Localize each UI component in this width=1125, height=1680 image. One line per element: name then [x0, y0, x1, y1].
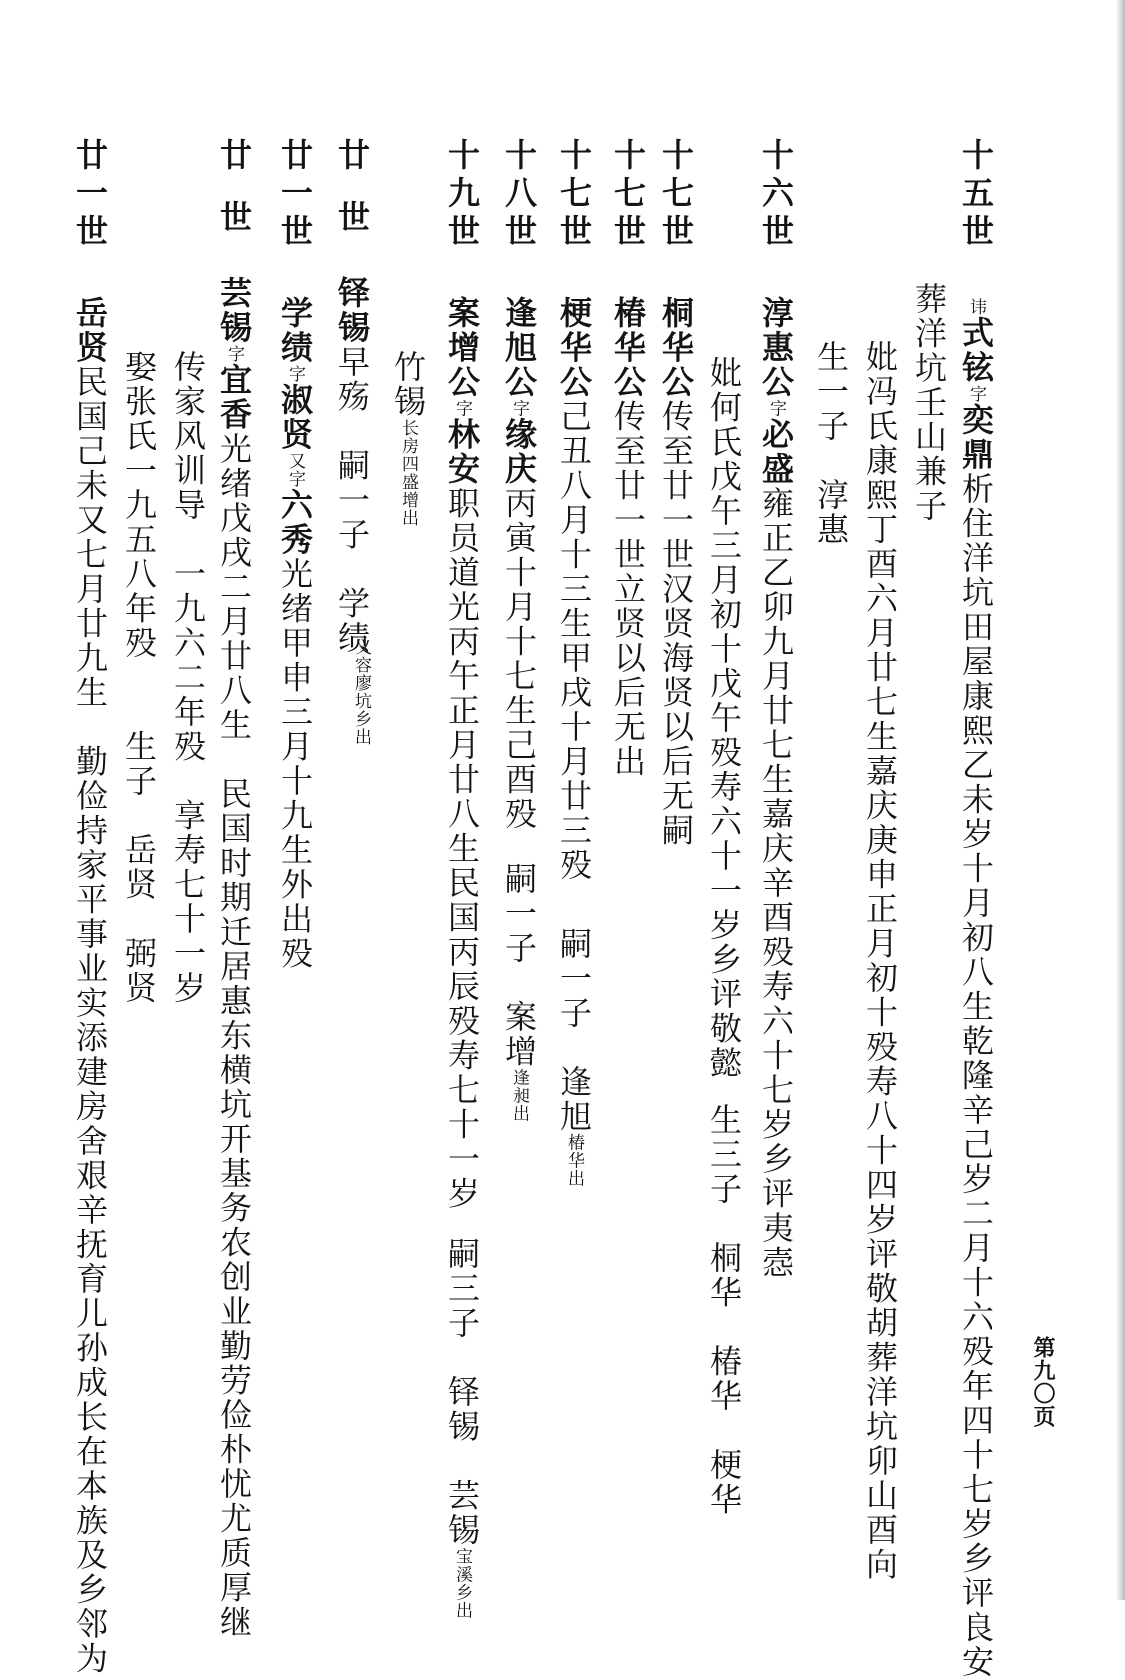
entry-text-children: 生三子 桐华 椿华 梗华 — [705, 1102, 743, 1517]
origin-note: 椿华出 — [564, 1133, 584, 1188]
person-name: 式铉 — [957, 316, 995, 385]
entry-gen15-line3: 妣冯氏康熙丁酉六月廿七生嘉庆庚申正月初十殁寿八十四岁评敬胡葬洋坑卯山酉向 — [861, 340, 899, 1582]
generation-label: 十七世 — [555, 138, 593, 252]
entry-gen19-anzeng — [443, 138, 481, 1620]
person-name: 梗华公 — [555, 296, 593, 400]
courtesy-name: 奕鼎 — [957, 403, 995, 472]
generation-label: 廿一世 — [71, 138, 109, 252]
yunxi-line2: 传家风训导 一九六二年殁 享寿七十一岁 — [169, 350, 207, 1006]
courtesy-marker: 字 — [766, 399, 786, 418]
entry-gen15-line2: 葬洋坑壬山兼子 — [910, 282, 948, 524]
entry-text: 早殇 嗣一子 学绩 — [333, 345, 371, 656]
generation-label: 十六世 — [757, 138, 795, 252]
entry-text: 传至廿一世立贤以后无出 — [609, 399, 647, 779]
entry-gen16-line1 — [757, 138, 795, 1280]
origin-note: 长房四盛增出 — [398, 419, 418, 527]
generation-label: 廿世 — [333, 138, 371, 262]
person-name: 铎锡 — [333, 276, 371, 345]
person-name: 淳惠公 — [757, 296, 795, 400]
entry-gen15-line4: 生一子 淳惠 — [812, 340, 850, 547]
origin-note: 逢昶出 — [509, 1068, 529, 1123]
taboo-name-marker: 讳 — [966, 298, 986, 316]
entry-text: 己丑八月十三生甲戌十月廿三殁 — [555, 399, 593, 883]
entry-zhuxi — [389, 350, 427, 527]
person-name: 学绩 — [276, 296, 314, 365]
entry-text: 职员道光丙午正月廿八生民国丙辰殁寿七十一岁 — [443, 486, 481, 1211]
courtesy-marker: 字 — [285, 365, 305, 383]
entry-text: 雍正乙卯九月廿七生嘉庆辛酉殁寿六十七岁乡评夷悫 — [757, 486, 795, 1280]
entry-gen21-yuexian — [71, 138, 109, 1676]
person-name: 案增公 — [443, 296, 481, 400]
person-name: 芸锡 — [215, 276, 253, 345]
entry-gen17-genghua — [555, 138, 593, 1188]
entry-gen17-tonghua — [657, 138, 695, 848]
person-name: 竹锡 — [389, 350, 427, 419]
entry-gen20-duoxi — [333, 138, 371, 656]
generation-label: 十八世 — [500, 138, 538, 252]
generation-label: 十七世 — [609, 138, 647, 252]
courtesy-name: 宜香 — [215, 363, 253, 432]
entry-gen16-line2 — [705, 356, 743, 1517]
entry-text: 传至廿一世汉贤海贤以后无嗣 — [657, 399, 695, 848]
page-edge-shadow — [1116, 0, 1125, 1600]
page-number: 第九〇页 — [1030, 1336, 1056, 1428]
entry-text: 析住洋坑田屋康熙乙未岁十月初八生乾隆辛己岁二月十六殁年四十七岁乡评良安 — [957, 472, 995, 1680]
person-name: 岳贤 — [71, 296, 109, 365]
entry-text-heir: 嗣一子 逢旭 — [555, 926, 593, 1134]
person-name: 桐华公 — [657, 296, 695, 400]
courtesy-marker: 字 — [452, 399, 472, 418]
duoxi-origin-note: 义容廖坑乡出 — [351, 638, 371, 746]
entry-text: 光绪甲申三月十九生外出殁 — [276, 557, 314, 971]
yunxi-line3: 娶张氏一九五八年殁 生子 岳贤 弼贤 — [120, 350, 158, 1006]
entry-text-heir: 嗣一子 案增 — [500, 861, 538, 1069]
courtesy-name: 林安 — [443, 417, 481, 487]
generation-label: 廿一世 — [276, 138, 314, 252]
entry-gen17-chunhua — [609, 138, 647, 779]
generation-label: 十九世 — [443, 138, 481, 252]
generation-label: 廿世 — [215, 138, 253, 262]
entry-text: 民国己未又七月廿九生 勤俭持家平事业实添建房舍艰辛抚育儿孙成长在本族及乡邻为 — [71, 365, 109, 1676]
courtesy-marker: 字 — [224, 345, 244, 363]
courtesy-name: 缘庆 — [500, 417, 538, 487]
entry-text: 光绪戊戌二月廿八生 民国时期迁居惠东横坑开基务农创业勤劳俭朴忧尤质厚继 — [215, 432, 253, 1640]
courtesy-name-2: 六秀 — [276, 488, 314, 557]
generation-label: 十五世 — [957, 138, 995, 252]
entry-gen18-fengxu — [500, 138, 538, 1123]
courtesy-name: 淑贤 — [276, 383, 314, 452]
courtesy-marker-2: 又字 — [285, 452, 305, 488]
entry-text: 丙寅十月十七生己酉殁 — [500, 486, 538, 832]
entry-gen21-xueji — [276, 138, 314, 971]
entry-gen20-yunxi — [215, 138, 253, 1640]
generation-label: 十七世 — [657, 138, 695, 252]
person-name: 逢旭公 — [500, 296, 538, 400]
entry-text-heirs: 嗣三子 铎锡 芸锡 — [443, 1237, 481, 1548]
courtesy-marker: 字 — [509, 399, 529, 418]
entry-text: 妣何氏戊午三月初十戊午殁寿六十一岁乡评敬懿 — [705, 356, 743, 1081]
person-name: 椿华公 — [609, 296, 647, 400]
courtesy-marker: 字 — [966, 385, 986, 403]
entry-gen15-line1 — [957, 138, 995, 1680]
origin-note: 宝溪乡出 — [452, 1547, 472, 1620]
courtesy-name: 必盛 — [757, 417, 795, 487]
